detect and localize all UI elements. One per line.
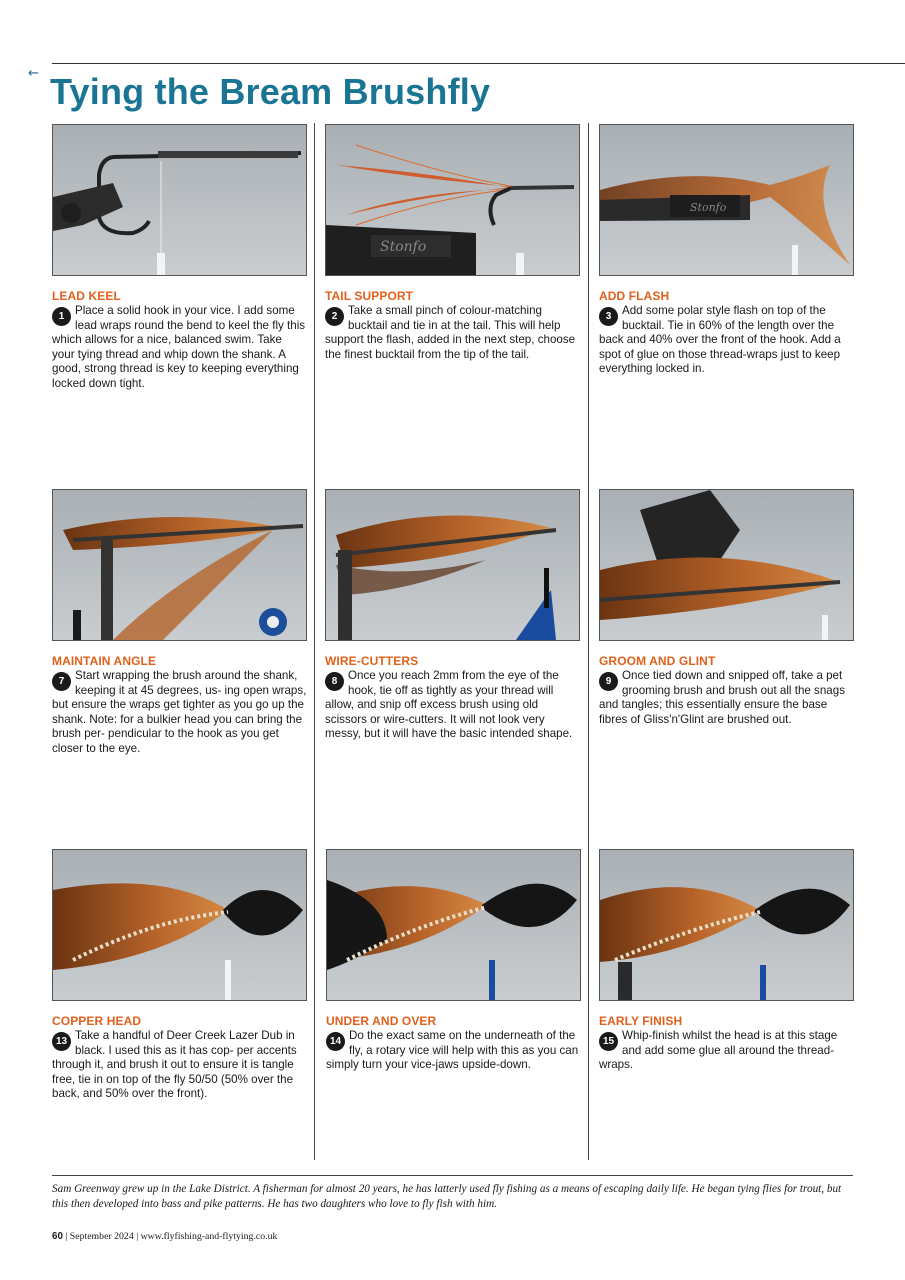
step-photo <box>52 124 307 276</box>
step-text: 15 Whip-finish whilst the head is at this stage and add some glue all around the thread-wraps. <box>599 1029 838 1072</box>
step-photo <box>599 489 854 641</box>
step-photo <box>599 124 854 276</box>
step-photo <box>52 489 307 641</box>
step-text: 7 Start wrapping the brush around the shank, keeping it at 45 degrees, us- ing open wraps, but ensure the wraps get tighter as you go up the shank. Note: for a bulkier head you can bring the brush per- pendicular to the hook as you get closer to the eye. <box>52 669 307 755</box>
step-heading: TAIL SUPPORT <box>325 289 414 303</box>
step-text: 9 Once tied down and snipped off, take a pet grooming brush and brush out all the snags and tangles; this essentially ensure the base fibres of Gliss'n'Glint are brushed out. <box>599 669 845 726</box>
step-heading: WIRE-CUTTERS <box>325 654 419 668</box>
website-link[interactable]: www.flyfishing-and-flytying.co.uk <box>140 1231 278 1242</box>
step-number-badge: 3 <box>599 307 618 326</box>
step-heading: LEAD KEEL <box>52 289 121 303</box>
step-number-badge: 15 <box>599 1032 618 1051</box>
author-bio: Sam Greenway grew up in the Lake District. A fisherman for almost 20 years, he has latterly used fly fishing as a means of escaping daily life. He began tying flies for trout, but this then developed into bass and pike patterns. He has two daughters who love to fly fish with him. <box>52 1183 842 1210</box>
step-number-badge: 8 <box>325 672 344 691</box>
vice-logo: Stonfo <box>690 201 727 214</box>
step-number-badge: 7 <box>52 672 71 691</box>
back-arrow-icon: ← <box>28 66 39 81</box>
step-number-badge: 1 <box>52 307 71 326</box>
step-heading: EARLY FINISH <box>599 1014 683 1028</box>
page-footer: 60 | September 2024 | www.flyfishing-and-flytying.co.uk <box>52 1231 278 1242</box>
bio-rule <box>52 1175 853 1176</box>
column-divider <box>588 123 589 1160</box>
page-title: Tying the Bream Brushfly <box>50 71 491 112</box>
step-photo <box>325 124 580 276</box>
step-number-badge: 13 <box>52 1032 71 1051</box>
column-divider <box>314 123 315 1160</box>
step-heading: UNDER AND OVER <box>326 1014 437 1028</box>
step-text: 13 Take a handful of Deer Creek Lazer Dub in black. I used this as it has cop- per accents through it, and brush it out to ensure it is tangle free, tie in on top of the fly 50/50 (50% over the back, and 50% over the front). <box>52 1029 297 1101</box>
step-text: 3 Add some polar style flash on top of the bucktail. Tie in 60% of the length over the back and 40% over the front of the hook. Add a spot of glue on those thread-wraps just to keep everything locked in. <box>599 304 841 376</box>
step-number-badge: 9 <box>599 672 618 691</box>
step-photo <box>326 849 581 1001</box>
top-rule <box>52 63 905 64</box>
step-text: 14 Do the exact same on the underneath of the fly, a rotary vice will help with this as you can simply turn your vice-jaws upside-down. <box>326 1029 579 1072</box>
step-text: 2 Take a small pinch of colour-matching bucktail and tie in at the tail. This will help support the flash, added in the next step, choose the finest bucktail from the tip of the tail. <box>325 304 576 361</box>
step-number-badge: 14 <box>326 1032 345 1051</box>
vice-logo: Stonfo <box>380 239 427 255</box>
step-heading: ADD FLASH <box>599 289 670 303</box>
step-photo <box>599 849 854 1001</box>
step-heading: GROOM AND GLINT <box>599 654 716 668</box>
step-text: 8 Once you reach 2mm from the eye of the hook, tie off as tightly as your thread will allow, and snip off excess brush using old scissors or wire-cutters. It will not look very messy, but it will have the basic intended shape. <box>325 669 573 741</box>
step-heading: MAINTAIN ANGLE <box>52 654 157 668</box>
step-photo <box>325 489 580 641</box>
page-number: 60 <box>52 1231 63 1242</box>
step-photo <box>52 849 307 1001</box>
step-number-badge: 2 <box>325 307 344 326</box>
issue-date: September 2024 <box>69 1231 134 1242</box>
step-text: 1 Place a solid hook in your vice. I add some lead wraps round the bend to keel the fly this which allows for a nice, balanced swim. Take your tying thread and whip down the shank. A good, strong thread is key to keeping everything locked down tight. <box>52 304 306 390</box>
step-heading: COPPER HEAD <box>52 1014 142 1028</box>
